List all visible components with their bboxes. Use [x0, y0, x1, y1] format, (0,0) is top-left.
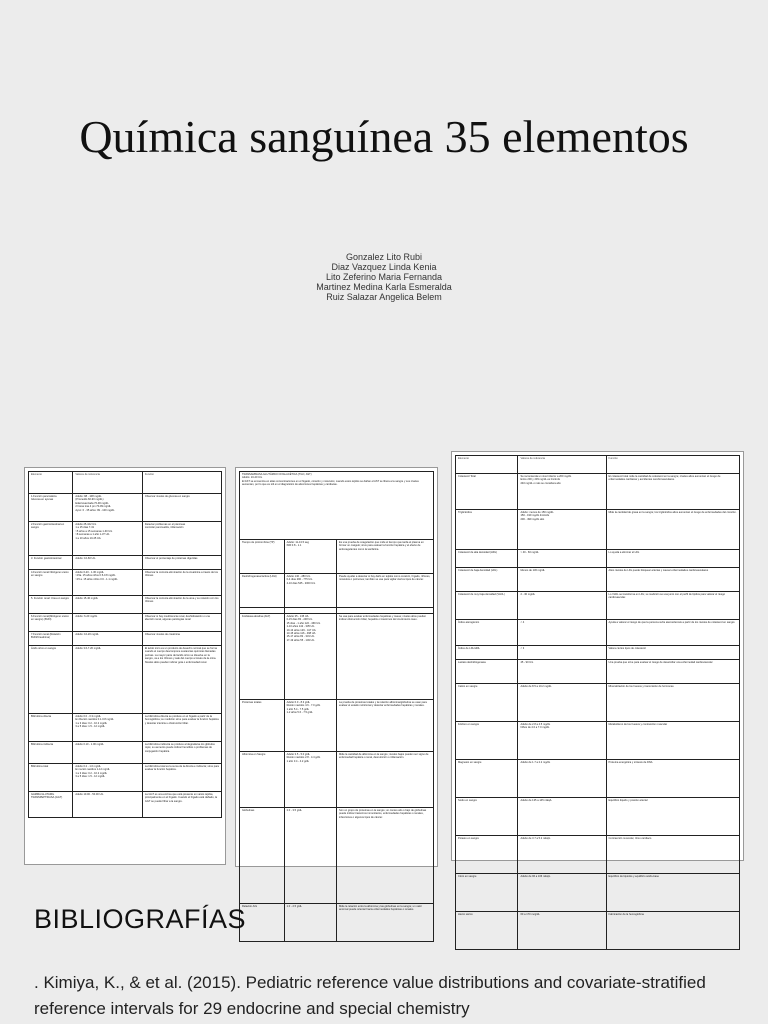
table-cell: Adulto: menos de 150 mg/dL 150 - 199 mg/dL limítrofe 200 - 499 mg/dL alto [518, 510, 606, 550]
table-cell: Adulto 140 - 280 U/L 0-4 días 290 - 775 U/L 4-10 días 545 - 2000 U/L [284, 574, 336, 608]
table-row [456, 874, 740, 912]
table-row [456, 646, 740, 660]
table-cell: Adulto 3.5 - 5.0 g/dL Recién nacidos 2.8 - 4.4 g/dL 1 año 3.4 - 4.2 g/dL [284, 752, 336, 808]
table-row [456, 592, 740, 620]
author-name: Gonzalez Lito Rubi [345, 252, 423, 262]
table-row [29, 792, 222, 818]
table-cell: 2.0 - 3.5 g/dL [284, 808, 336, 904]
table-cell: Relación A/G [240, 904, 285, 942]
table-cell: Metabolismo de los huesos y contracción muscular [606, 722, 740, 760]
table-row [29, 522, 222, 556]
table-cell: 7.Función renal (Relación BUN/Creatinina) [29, 632, 73, 646]
table-row [29, 632, 222, 646]
table-cell: Adulto 0.2 - 1.0 mg/dL En recién nacidos 1-12 mg/dL 1 a 3 días: 0.2 - 10.2 mg/dL 3 a 5 días: 1.5 - 12 mg/dL [73, 764, 142, 792]
table-cell: La bilirrubina indirecta se produce al degradarse los glóbulos rojos; su aumento puede indicar hemólisis o problemas de conjugación hepática. [142, 742, 221, 764]
table-cell: Observar niveles de glucosa en sangre [142, 494, 221, 522]
table-row [29, 714, 222, 742]
table-row [29, 742, 222, 764]
table-cell: 6.Función renal(Nitrógeno ureico en sangre) (BUN) [29, 614, 73, 632]
table-header-row [456, 456, 740, 474]
table-cell: Adulto 3.6-7.20 mg/dL [73, 646, 142, 714]
table-cell: Altos niveles de LDL puede bloquear arterias y causar enfermedades cardiovasculares [606, 568, 740, 592]
author-name: Martinez Medina Karla Esmeralda [316, 282, 452, 292]
table-cell: Adulto 0.10 - 1.00 mg/dL [73, 742, 142, 764]
table-cell: La bilirrubina directa se produce en el hígado a partir de la hemoglobina; su medición sirve para evaluar la función hepática y detectar ictericia u obstrucción biliar. [142, 714, 221, 742]
table-cell: Equilibrio líquido y presión arterial [606, 798, 740, 836]
table-row [456, 912, 740, 950]
table-cell: Cloro en sangre [456, 874, 518, 912]
table-cell: TRANSAMINASA GLUTÁMICO OXALACÉTICA (TGO, AST) Adulto: 10-40 U/L El AST se encuentra en altas concentraciones en el hígado, corazón y músculos; cuando estos tejidos se dañan el AST se libera a la sangre y sus niveles aumentan, por lo que es útil en el diagnóstico de afecciones hepáticas y cardíacas. [240, 472, 434, 540]
table-cell: Son un grupo de proteínas en la sangre; un conteo alto o bajo de globulinas puede indicar trastornos inmunitarios, enfermedades hepáticas o renales, infecciones o algunos tipos de cáncer. [336, 808, 433, 904]
table-cell: 4.Función renal Nitrógeno ureico en sangre [29, 570, 73, 596]
table-row [29, 614, 222, 632]
table-row [456, 722, 740, 760]
table-panel-right [451, 451, 744, 916]
table-cell: Adulto: 6-20 mg/dL [73, 614, 142, 632]
table-row [240, 808, 434, 904]
table-cell: Colesterol de alta densidad (HDL) [456, 550, 518, 568]
table-row [456, 620, 740, 646]
table-cell: Bilirrubina total [29, 764, 73, 792]
table-cell: 60 a 170 mcg/dL [518, 912, 606, 950]
table-cell: Valores de referencia [518, 456, 606, 474]
table-cell: Colesterol de baja densidad (LDL) [456, 568, 518, 592]
table-cell: Función [606, 456, 740, 474]
bibliography-heading: BIBLIOGRAFÍAS [34, 904, 247, 934]
table-cell: Hierro sérico [456, 912, 518, 950]
table-cell: GAMMA GLUTAMIL TRANSPEPTIDASA (GGT) [29, 792, 73, 818]
table-cell: 2 - 30 mg/dL [518, 592, 606, 620]
table-cell: Observar la correcta eliminación de la urea y su relación con los riñones [142, 596, 221, 614]
table-panel-left [24, 467, 226, 865]
table-cell: Es una prueba de coagulación que mide el tiempo que tarda el plasma en formar un coágulo; sirve para evaluar la función hepática y el efecto de anticoagulantes como la warfarina. [336, 540, 433, 574]
table-cell: Índice de LDL/HDL [456, 646, 518, 660]
table-cell: Colesterol Total [456, 474, 518, 510]
table-row [240, 752, 434, 808]
table-cell: 3. Función gastrointestinal [29, 556, 73, 570]
table-cell: 1.0 - 2.5 g/dL [284, 904, 336, 942]
table-cell: Contracción muscular, ritmo cardíaco [606, 836, 740, 874]
table-cell: Menos de 130 mg/dL [518, 568, 606, 592]
table-cell: Lactato deshidrogenasa [456, 660, 518, 684]
table-row [456, 568, 740, 592]
table-row [29, 494, 222, 522]
table-header-row [29, 472, 222, 494]
table-cell: Lo ayuda a eliminar el LDL [606, 550, 740, 568]
table-cell: Puede ayudar a detectar si hay daño en tejidos como corazón, hígado, riñones, músculos o pulmones; también se usa para vigilar ciertos tipos de cáncer. [336, 574, 433, 608]
table-cell: Índice aterogénico [456, 620, 518, 646]
table-cell: Se recomienda un nivel inferior a 200 mg/dL Entre 200 y 239 mg/dL es limítrofe 240 mg/dL o más se considera alto [518, 474, 606, 510]
table-cell: Adulto de 2.8 a 4.5 mg/dL Niños de 4.0 a 7.0 mg/dL [518, 722, 606, 760]
table-cell: Triglicéridos [456, 510, 518, 550]
table-cell: Mineralización de los huesos y transmisión de hormonas [606, 684, 740, 722]
reference-table [28, 471, 222, 818]
table-row [240, 904, 434, 942]
table-cell: Proteínas totales [240, 700, 285, 752]
table-cell: Bilirrubina indirecta [29, 742, 73, 764]
author-name: Diaz Vazquez Linda Kenia [331, 262, 437, 272]
table-cell: Observar la correcta eliminación de la creatinina a través de los riñones [142, 570, 221, 596]
table-cell: La prueba de proteínas totales y la relación albúmina/globulina se usan para evaluar el estado nutricional y detectar enfermedades hepáticas y renales. [336, 700, 433, 752]
table-cell: Fabricación de la hemoglobina [606, 912, 740, 950]
table-cell: Ácido úrico en sangre [29, 646, 73, 714]
author-name: Lito Zeferino Maria Fernanda [325, 272, 443, 282]
table-row [456, 798, 740, 836]
table-cell: Potasio en sangre [456, 836, 518, 874]
table-cell: Ayuda a valorar el riesgo de que la persona sufra aterosclerosis a partir de los niveles de colesterol en sangre [606, 620, 740, 646]
table-cell: Elemento [456, 456, 518, 474]
table-row [29, 556, 222, 570]
table-cell: Adulto de 3.7 a 5.2 mEq/L [518, 836, 606, 874]
table-cell: Colesterol de muy baja densidad (VLDL) [456, 592, 518, 620]
table-cell: Adulto de 135 a 145 mEq/L [518, 798, 606, 836]
table-cell: Adulto 6-20 - 1.36 mg/dL >15a. 15 años niños 0.5-0.8 mg/dL >15 a. 15 años niños 0.6 - 1.1 mg/dL [73, 570, 142, 596]
table-cell: Adulto 10.00 - 50.00 U/L [73, 792, 142, 818]
table-cell: Magnesio en sangre [456, 760, 518, 798]
table-cell: Equilibrio de líquidos y equilibrio ácido-base [606, 874, 740, 912]
table-cell: Adulto 15-40 mg/dL [73, 596, 142, 614]
table-cell: Sodio en sangre [456, 798, 518, 836]
table-cell: El ácido úrico es un producto de desecho normal que se forma cuando el cuerpo descompone sustancias químicas llamadas purinas. La mayor parte del ácido úrico se disuelve en la sangre, va a los riñones y sale del cuerpo a través de la orina. Niveles altos pueden indicar gota o enfermedad renal. [142, 646, 221, 714]
table-cell: Adulto de 8.5 a 10.2 mg/dL [518, 684, 606, 722]
table-cell: Adulto 6.0 - 8.3 g/dL Recién nacidos 4.6 - 7.0 g/dL 1 año 5.4 - 7.5 g/dL 1-2 años 5.6 - 7.5 g/dL [284, 700, 336, 752]
table-cell: Observar niveles de creatinina [142, 632, 221, 646]
table-cell: Observar el porcentaje de proteínas digeridas [142, 556, 221, 570]
table-cell: Adulto: 10-20 mg/dL [73, 632, 142, 646]
table-cell: Proteína energética y síntesis de DNA [606, 760, 740, 798]
table-cell: Elemento [29, 472, 73, 494]
table-cell: Fosfatasa alcalina (ALP) [240, 614, 285, 700]
table-cell: Mide la relación entre la albúmina y las globulinas en la sangre; un valor anormal puede orientar hacia enfermedades hepáticas o renales. [336, 904, 433, 942]
table-cell: Se usa para evaluar enfermedades hepáticas y óseas; niveles altos pueden indicar obstrucción biliar, hepatitis o trastornos del crecimiento óseo. [336, 614, 433, 700]
table-cell: Adulto: 11-13.5 seg INR 0.8 - 1.1 [284, 540, 336, 574]
table-cell: Adulto: 98 - 108 mg/dL (Promedio 60-90 mg/dL) Edad avanzada 70-90 mg/dL 2 horas tras 4 pm 70-99 mg/dL Ayun: 0 - 35 años: 99 - 100 mg/dL [73, 494, 142, 522]
table-cell: Globulinas [240, 808, 285, 904]
table-row [456, 760, 740, 798]
table-cell: Calcio en sangre [456, 684, 518, 722]
table-cell: La bilirrubina total es la suma de la directa e indirecta; sirve para evaluar la función hepática. [142, 764, 221, 792]
table-row [456, 836, 740, 874]
table-cell: < 3 [518, 646, 606, 660]
table-cell: 1.Función pancreática Glucosa en ayunas [29, 494, 73, 522]
table-row [240, 540, 434, 574]
table-cell: Función [142, 472, 221, 494]
table-cell: Adulto de 1.7 a 2.2 mg/dL [518, 760, 606, 798]
author-name: Ruiz Salazar Angelica Belem [326, 292, 442, 302]
table-cell: Lo VLDL se transforma en LDL; su medición se usa junto con el perfil de lípidos para valorar el riesgo cardiovascular. [606, 592, 740, 620]
table-cell: Observar si hay insuficiencia renal, deshidratación o una afección renal, algunas patologías renal [142, 614, 221, 632]
table-row [240, 614, 434, 700]
table-cell: Mide la cantidad de albúmina en la sangre; niveles bajos pueden ser signo de enfermedad hepática o renal, desnutrición o inflamación. [336, 752, 433, 808]
table-cell: < 4 [518, 620, 606, 646]
table-cell: Una prueba que sirve para evaluar el riesgo de desarrollar una enfermedad cardiovascular [606, 660, 740, 684]
table-cell: El colesterol total mide la cantidad de colesterol en la sangre; niveles altos aumentan el riesgo de enfermedades cardíacas y accidentes cerebrovasculares. [606, 474, 740, 510]
reference-table [239, 471, 434, 942]
bibliography-entry: . Kimiya, K., & et al. (2015). Pediatric reference value distributions and covariate-stratified reference intervals for 29 endocrine and special chemistry [34, 973, 706, 1018]
table-row [240, 472, 434, 540]
table-cell: Adulto de 96 a 106 mEq/L [518, 874, 606, 912]
table-cell: Mide la cantidad de grasa en la sangre; los triglicéridos altos aumentan el riesgo de enfermedades del corazón. [606, 510, 740, 550]
table-cell: 2.Función gastrointestinal en sangre [29, 522, 73, 556]
table-row [456, 474, 740, 510]
table-cell: Adulto: 10-60 U/L [73, 556, 142, 570]
table-row [240, 700, 434, 752]
table-cell: Adulto 35 - 135 U/L 0-15 días 83 - 248 U/L 15 días - 1 año 122 - 469 U/L 1-10 años 142 - 335 U/L 10-13 años 129 - 417 U/L 13-15 años 116 - 468 U/L 15-17 años 82 - 331 U/L 17-19 años 55 - 149 U/L [284, 614, 336, 700]
table-cell: Adulto 0.0 - 0.3 mg/dL En Recién nacidos 0.1-0.8 mg/dL 1 a 3 días: 0.2 - 10.2 mg/dL 3 a 5 días: 1.5 - 12 mg/dL [73, 714, 142, 742]
table-row [29, 646, 222, 714]
table-cell: Detectar problemas en el páncreas controlar pancreatitis, inflamación [142, 522, 221, 556]
table-row [29, 764, 222, 792]
table-cell: Valora ciertos tipos de colesterol [606, 646, 740, 660]
table-cell: La GGT es una enzima que está presente en varios tejidos, principalmente en el hígado. Cuando el hígado está dañado, la GGT se puede filtrar a la sangre. [142, 792, 221, 818]
table-cell: Tiempo de protrombina (TP) [240, 540, 285, 574]
table-cell: Deshidrogenasa láctica (LDH) [240, 574, 285, 608]
table-row [29, 570, 222, 596]
table-cell: Albúmina en Sangre [240, 752, 285, 808]
author-list [0, 252, 768, 302]
table-row [29, 596, 222, 614]
table-cell: Fósforo en sangre [456, 722, 518, 760]
table-row [456, 684, 740, 722]
table-cell: 45 - 90 U/L [518, 660, 606, 684]
table-row [456, 510, 740, 550]
table-cell: Bilirrubina directa [29, 714, 73, 742]
table-panel-middle [235, 467, 438, 912]
table-cell: Adulto 25-102 U/L 1 a 15 días 7-31 >5 años a 15 semanas 1-30 U/L >8 semanas a 1 año 1-37 U/L 1 a 10 años 10-45 U/L [73, 522, 142, 556]
table-cell: > 40 - 60 mg/dL [518, 550, 606, 568]
table-row [240, 574, 434, 608]
slide-title: Química sanguínea 35 elementos [79, 111, 689, 162]
table-row [456, 550, 740, 568]
table-cell: Valores de referencia [73, 472, 142, 494]
table-row [456, 660, 740, 684]
reference-table [455, 455, 740, 950]
table-cell: 5. Función renal: Urea en sangre [29, 596, 73, 614]
